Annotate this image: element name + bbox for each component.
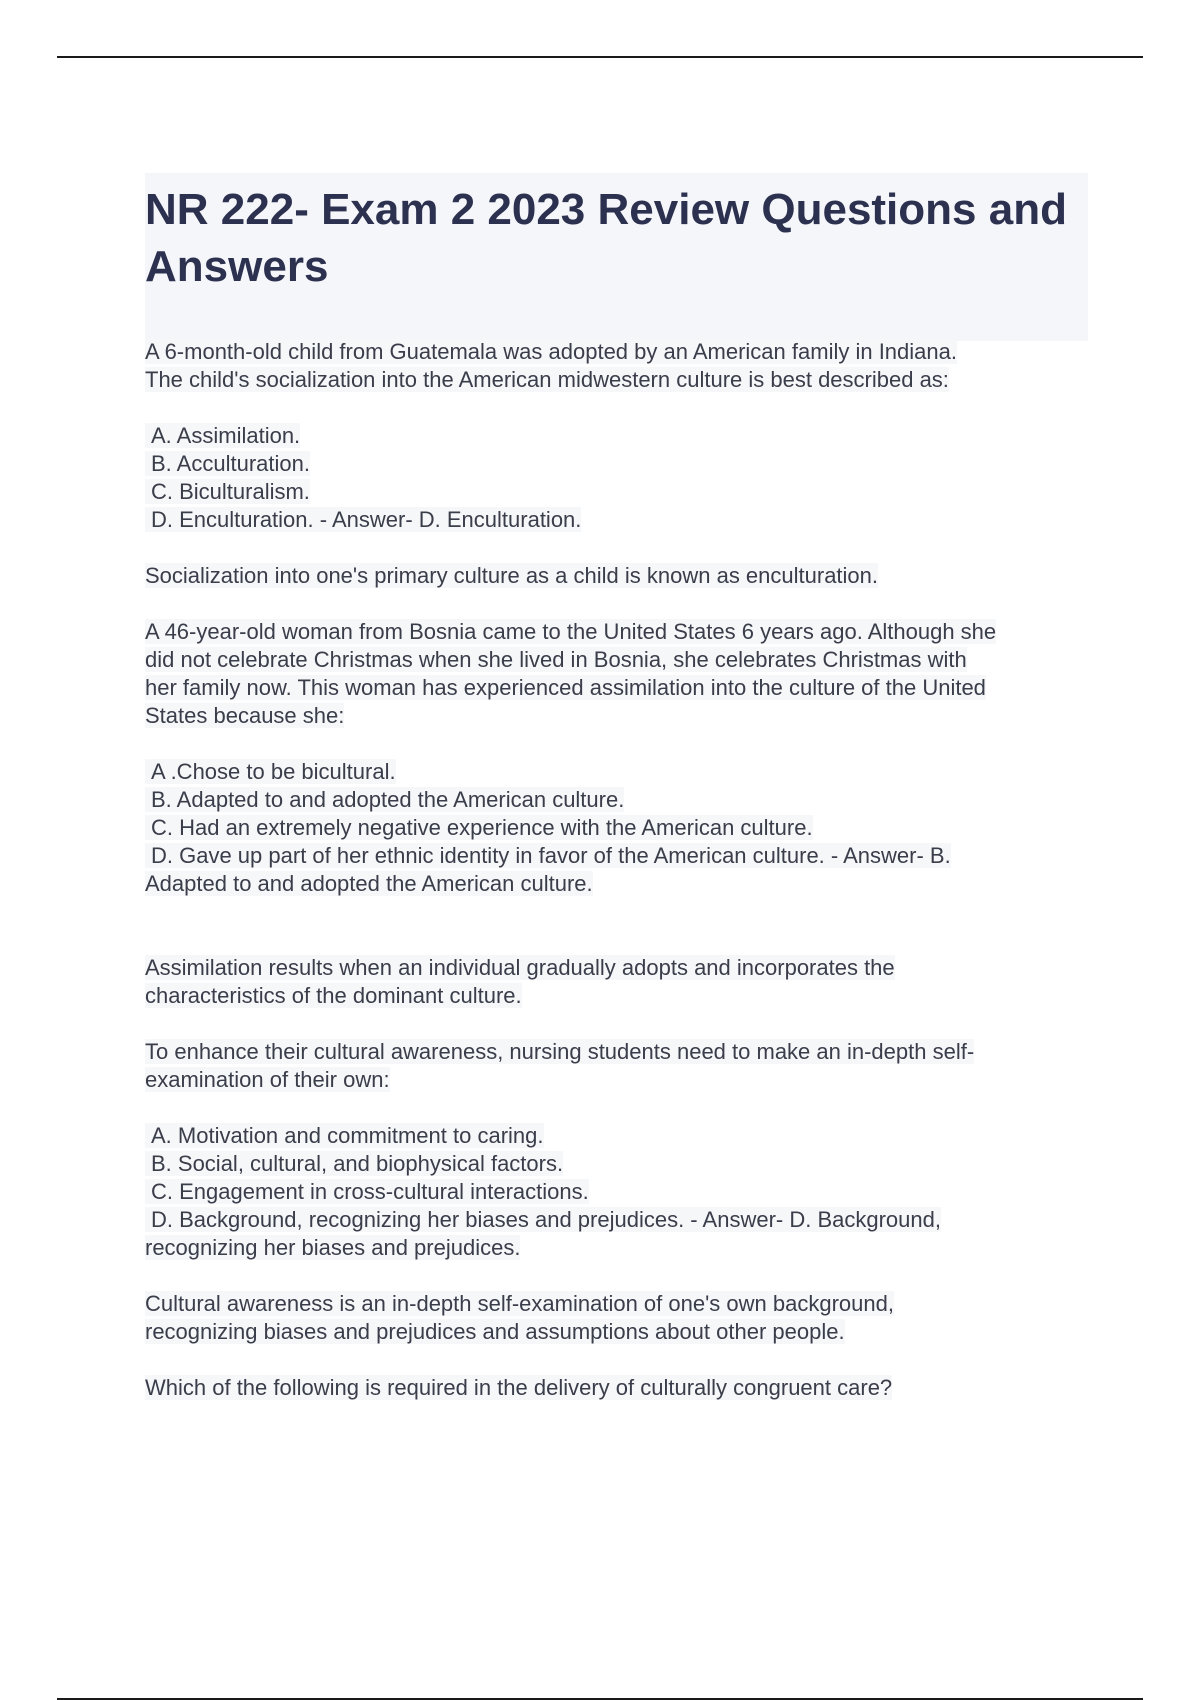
q3-stem-line: examination of their own:: [145, 1067, 390, 1092]
q1-option-a: A. Assimilation.: [145, 423, 300, 448]
question-1: [145, 338, 1095, 590]
q3-option-c: C. Engagement in cross-cultural interactions.: [145, 1179, 589, 1204]
q3-option-a: A. Motivation and commitment to caring.: [145, 1123, 544, 1148]
document-body: [145, 338, 1095, 1402]
q1-stem-line: The child's socialization into the American midwestern culture is best described as:: [145, 367, 949, 392]
q1-option-d: D. Enculturation. - Answer- D. Enculturation.: [145, 507, 581, 532]
q2-option-d-continuation: Adapted to and adopted the American culture.: [145, 871, 593, 896]
q1-stem-line: A 6-month-old child from Guatemala was adopted by an American family in Indiana.: [145, 339, 957, 364]
q2-stem-line: did not celebrate Christmas when she lived in Bosnia, she celebrates Christmas with: [145, 647, 967, 672]
q2-option-c: C. Had an extremely negative experience with the American culture.: [145, 815, 813, 840]
q4-stem: Which of the following is required in the delivery of culturally congruent care?: [145, 1375, 893, 1400]
q1-option-b: B. Acculturation.: [145, 451, 310, 476]
q3-option-d-continuation: recognizing her biases and prejudices.: [145, 1235, 521, 1260]
q2-stem-line: States because she:: [145, 703, 345, 728]
q2-option-d: D. Gave up part of her ethnic identity in favor of the American culture. - Answer- B.: [145, 843, 951, 868]
question-3: [145, 1038, 1095, 1346]
q3-stem-line: To enhance their cultural awareness, nursing students need to make an in-depth self-: [145, 1039, 975, 1064]
top-divider: [57, 56, 1143, 58]
q2-stem-line: A 46-year-old woman from Bosnia came to the United States 6 years ago. Although she: [145, 619, 997, 644]
q2-stem-line: her family now. This woman has experienced assimilation into the culture of the United: [145, 675, 986, 700]
q3-rationale-line: Cultural awareness is an in-depth self-examination of one's own background,: [145, 1291, 894, 1316]
q3-option-b: B. Social, cultural, and biophysical factors.: [145, 1151, 563, 1176]
document-title: NR 222- Exam 2 2023 Review Questions and Answers: [145, 185, 1067, 291]
q2-option-a: A .Chose to be bicultural.: [145, 759, 396, 784]
title-block: [145, 173, 1088, 341]
q1-option-c: C. Biculturalism.: [145, 479, 310, 504]
question-2: [145, 618, 1095, 1010]
q3-rationale-line: recognizing biases and prejudices and assumptions about other people.: [145, 1319, 845, 1344]
q1-rationale: Socialization into one's primary culture as a child is known as enculturation.: [145, 563, 879, 588]
q3-option-d: D. Background, recognizing her biases and prejudices. - Answer- D. Background,: [145, 1207, 941, 1232]
q2-rationale-line: characteristics of the dominant culture.: [145, 983, 522, 1008]
q2-option-b: B. Adapted to and adopted the American culture.: [145, 787, 624, 812]
question-4: [145, 1374, 1095, 1402]
q2-rationale-line: Assimilation results when an individual gradually adopts and incorporates the: [145, 955, 895, 980]
